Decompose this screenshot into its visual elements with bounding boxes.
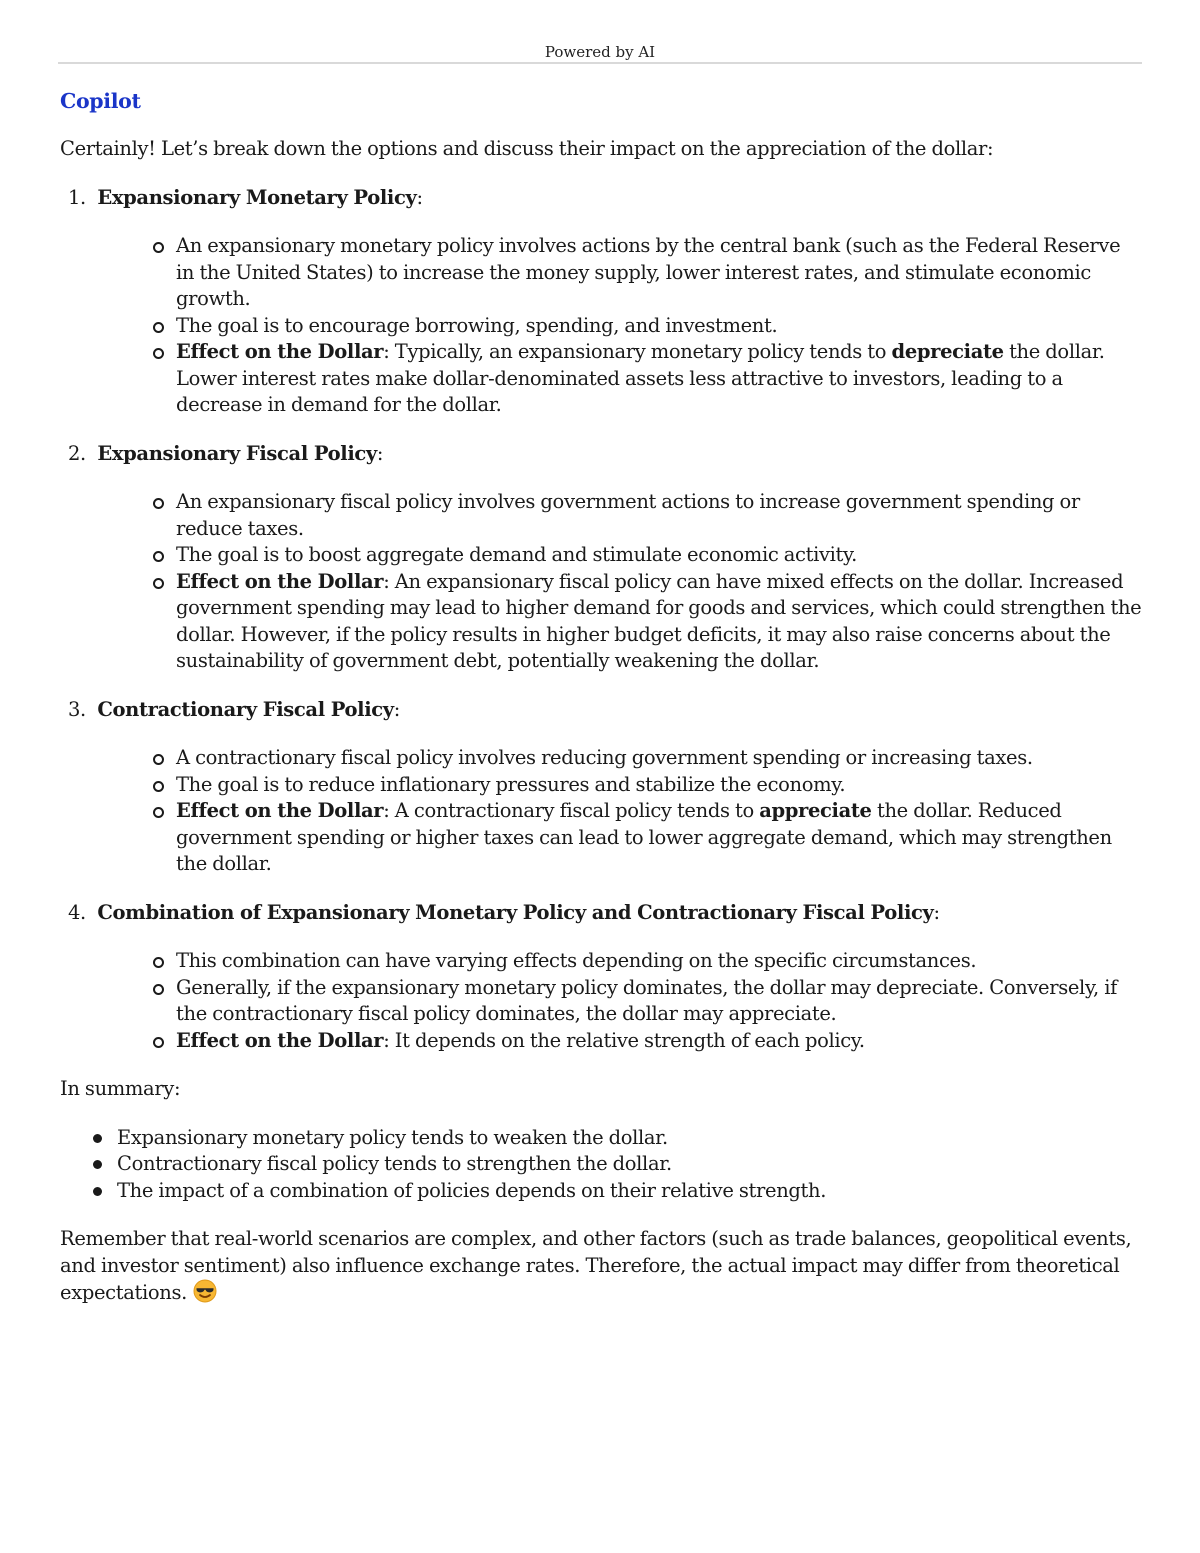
bullet-item	[176, 339, 1142, 419]
bullet-item	[176, 1028, 1142, 1055]
effect-label: Effect on the Dollar	[176, 1028, 384, 1052]
bullet-item: The goal is to encourage borrowing, spending, and investment.	[176, 313, 1142, 340]
summary-label: In summary:	[60, 1077, 181, 1100]
heading-colon: :	[933, 900, 940, 924]
summary-item: The impact of a combination of policies depends on their relative strength.	[117, 1178, 1142, 1205]
section-bullets	[60, 489, 1142, 675]
bullet-item: An expansionary fiscal policy involves government actions to increase government spending or reduce taxes.	[176, 489, 1142, 542]
bullet-item	[176, 798, 1142, 878]
bullet-item	[176, 569, 1142, 675]
effect-text: : An expansionary fiscal policy can have mixed effects on the dollar. Increased government spending may lead to higher demand for goods and services, which could strengthen the dollar. However, if the policy results in higher budget deficits, it may also raise concerns about the sustainability of government debt, potentially weakening the dollar.	[176, 569, 1142, 672]
section-bullets	[60, 233, 1142, 419]
page-header: Powered by AI	[544, 43, 656, 61]
section-bullets	[60, 948, 1142, 1054]
bullet-item: This combination can have varying effects depending on the specific circumstances.	[176, 948, 1142, 975]
section-heading	[60, 900, 1142, 927]
effect-text: the dollar. Lower interest rates make dollar-denominated assets less attractive to investors, leading to a decrease in demand for the dollar.	[176, 340, 1105, 416]
section-title: Combination of Expansionary Monetary Policy and Contractionary Fiscal Policy	[97, 900, 934, 924]
section-heading	[60, 185, 1142, 212]
bullet-item: The goal is to reduce inflationary pressures and stabilize the economy.	[176, 772, 1142, 799]
policy-section	[60, 900, 1142, 1055]
summary-item: Expansionary monetary policy tends to weaken the dollar.	[117, 1125, 1142, 1152]
effect-emphasis: depreciate	[891, 340, 1004, 363]
effect-label: Effect on the Dollar	[176, 799, 384, 822]
smiling-face-with-sunglasses-icon	[193, 1279, 217, 1303]
effect-emphasis: appreciate	[759, 799, 872, 822]
header-divider	[58, 62, 1142, 64]
section-title: Expansionary Monetary Policy	[97, 185, 417, 209]
effect-text: : It depends on the relative strength of each policy.	[383, 1028, 865, 1052]
policy-section	[60, 441, 1142, 675]
heading-colon: :	[416, 185, 423, 209]
section-heading	[60, 441, 1142, 468]
effect-label: Effect on the Dollar	[176, 340, 384, 363]
closing-paragraph	[60, 1226, 1142, 1307]
section-heading	[60, 697, 1142, 724]
effect-text: : Typically, an expansionary monetary policy tends to	[383, 340, 892, 363]
policy-section	[60, 185, 1142, 419]
section-bullets	[60, 745, 1142, 878]
closing-text: Remember that real-world scenarios are complex, and other factors (such as trade balances, geopolitical events, and investor sentiment) also influence exchange rates. Therefore, the actual impact may differ from theoretical expectations.	[60, 1227, 1132, 1304]
document-body	[60, 86, 1142, 1307]
section-number: 1.	[68, 185, 86, 209]
policy-section	[60, 697, 1142, 878]
effect-text: the dollar. Reduced government spending or higher taxes can lead to lower aggregate demand, which may strengthen the dollar.	[176, 799, 1112, 875]
intro-paragraph: Certainly! Let’s break down the options and discuss their impact on the appreciation of the dollar:	[60, 137, 994, 160]
document-title: Copilot	[60, 89, 141, 113]
policy-list	[60, 185, 1142, 1055]
section-title: Expansionary Fiscal Policy	[97, 441, 377, 465]
heading-colon: :	[376, 441, 384, 465]
section-number: 2.	[68, 441, 86, 465]
bullet-item: A contractionary fiscal policy involves reducing government spending or increasing taxes.	[176, 745, 1142, 772]
section-number: 3.	[68, 697, 86, 721]
bullet-item: An expansionary monetary policy involves actions by the central bank (such as the Federal Reserve in the United States) to increase the money supply, lower interest rates, and stimulate economic growth.	[176, 233, 1142, 313]
summary-list	[60, 1125, 1142, 1205]
heading-colon: :	[393, 697, 401, 721]
section-title: Contractionary Fiscal Policy	[97, 697, 394, 721]
summary-item: Contractionary fiscal policy tends to strengthen the dollar.	[117, 1151, 1142, 1178]
effect-label: Effect on the Dollar	[176, 569, 384, 593]
bullet-item: The goal is to boost aggregate demand and stimulate economic activity.	[176, 542, 1142, 569]
section-number: 4.	[68, 900, 86, 924]
bullet-item: Generally, if the expansionary monetary policy dominates, the dollar may depreciate. Conversely, if the contractionary fiscal policy dominates, the dollar may appreciate.	[176, 975, 1142, 1028]
effect-text: : A contractionary fiscal policy tends to	[383, 799, 760, 822]
